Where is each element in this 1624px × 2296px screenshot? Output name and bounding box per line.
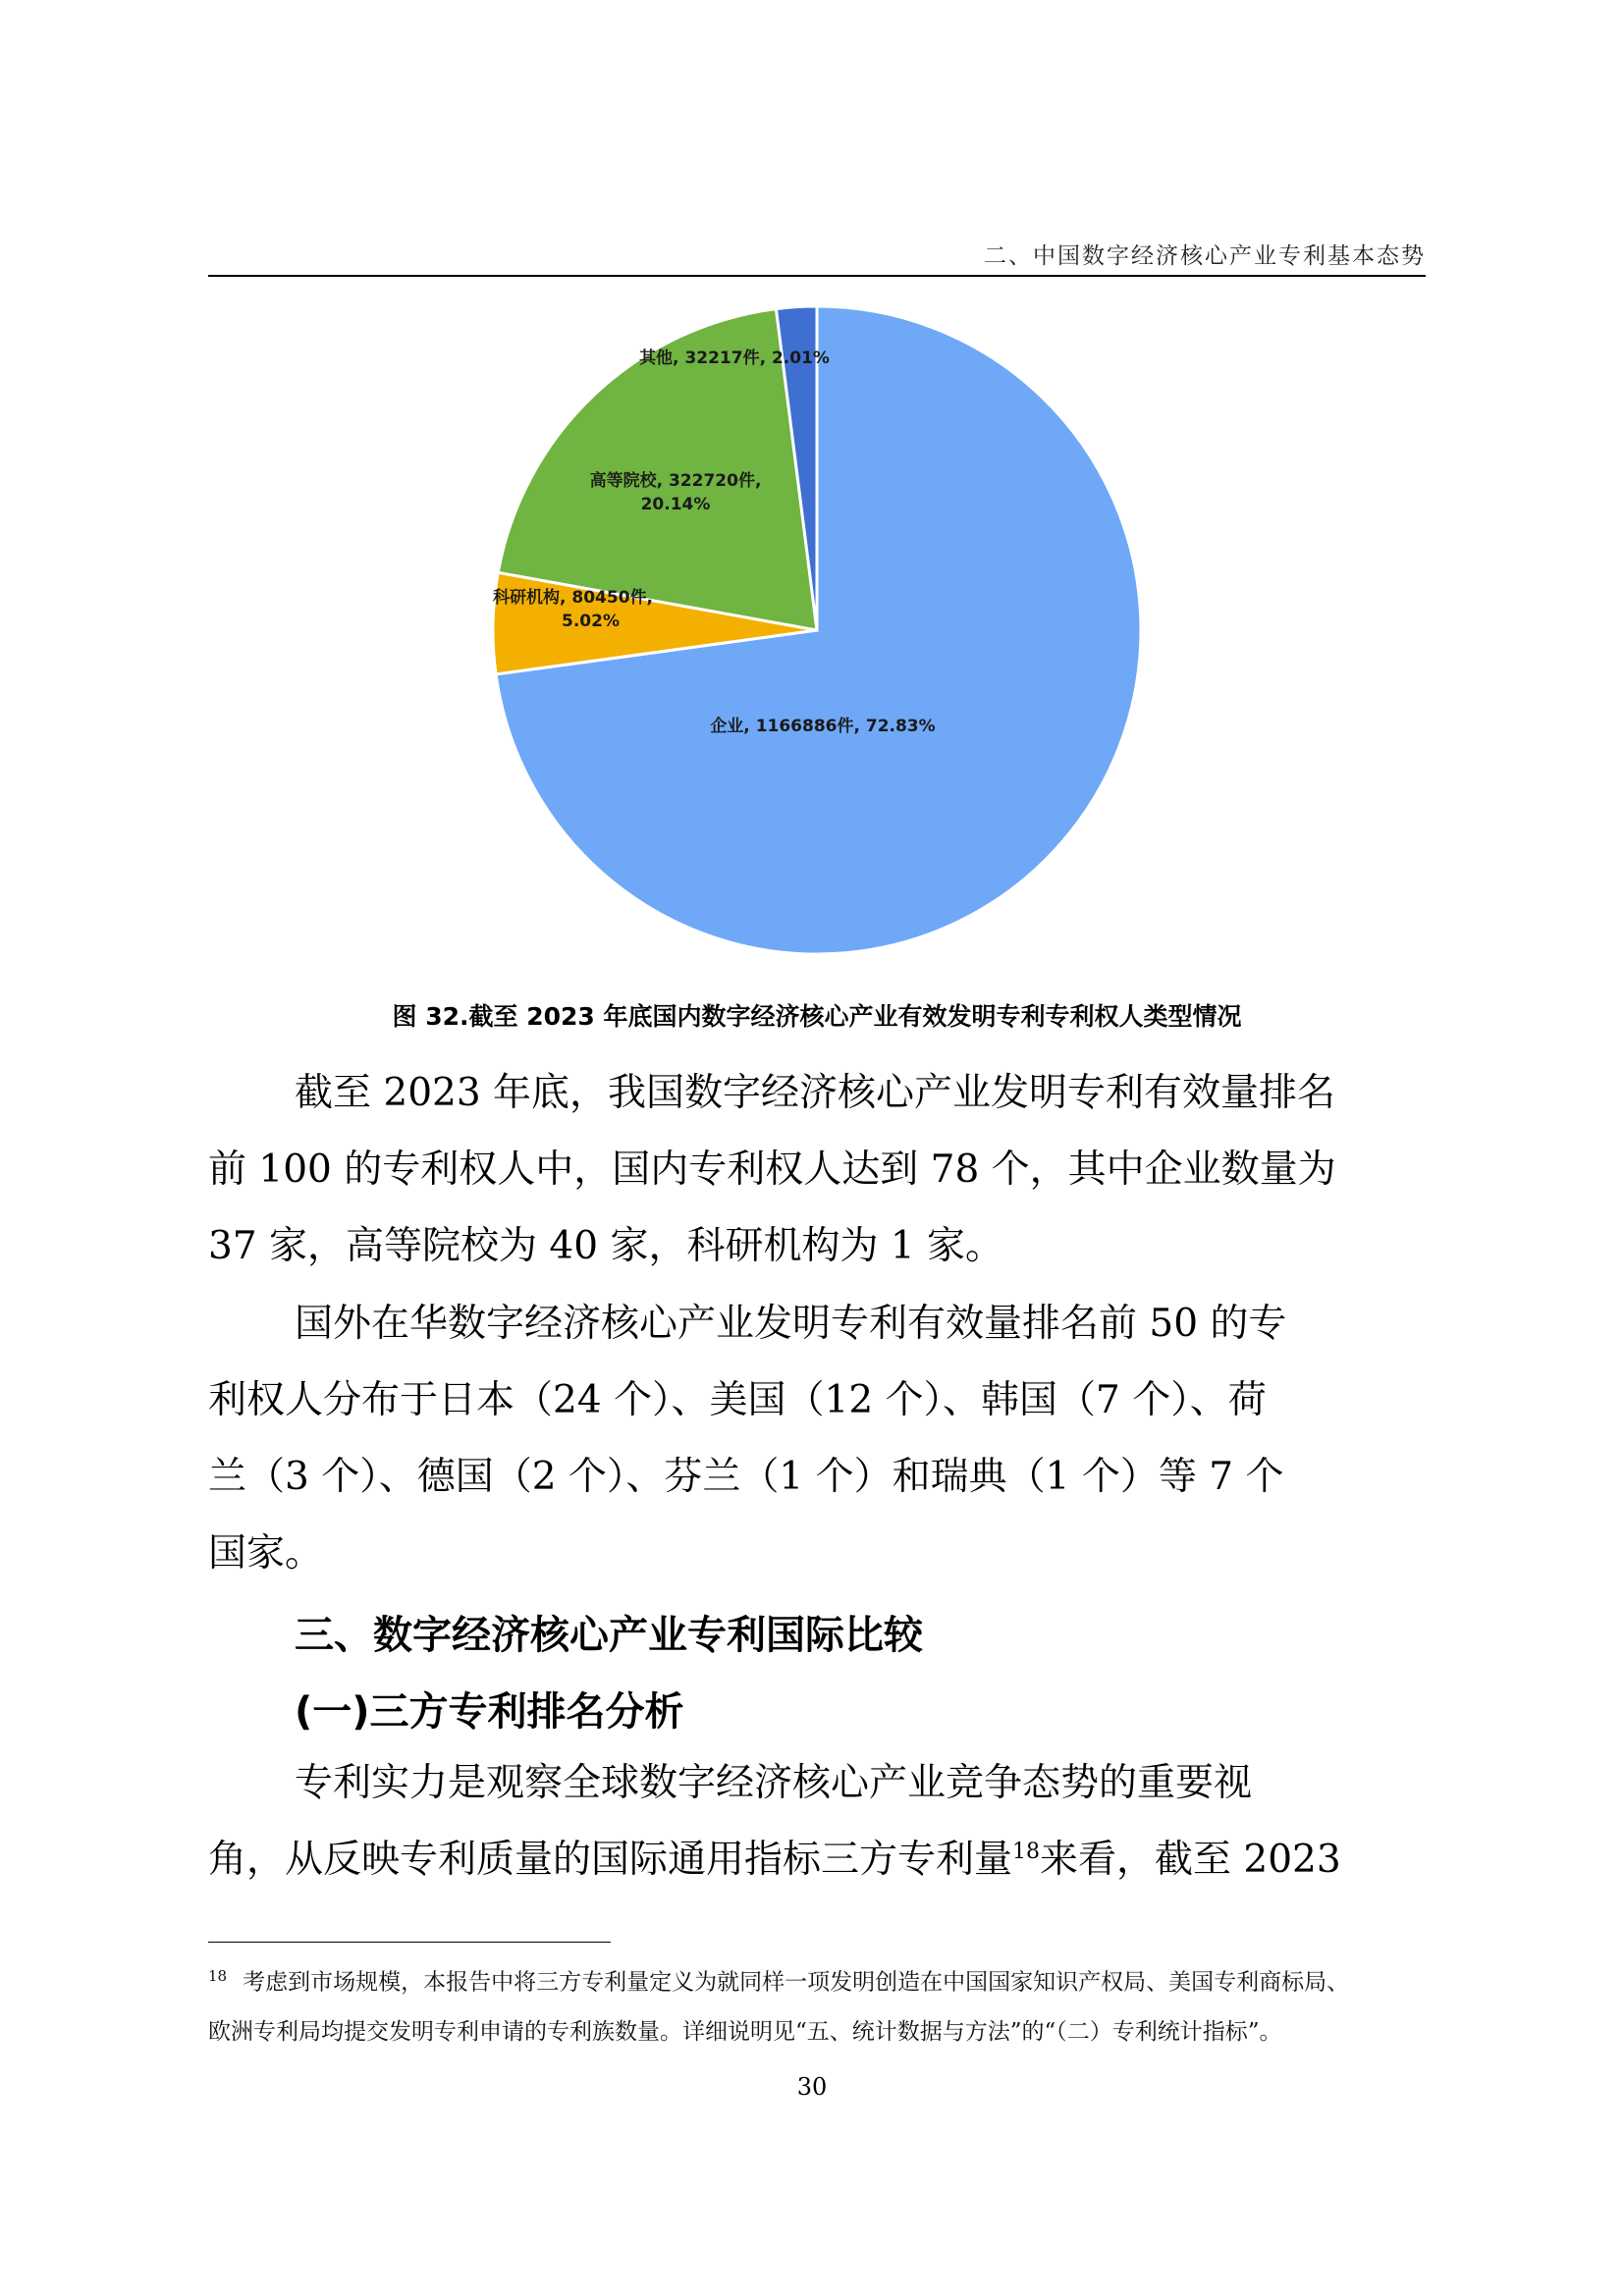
- pie-label-line: 高等院校, 322720件,: [589, 471, 762, 491]
- patent-holder-type-pie-chart: [489, 302, 1157, 970]
- footnote-line: [208, 1951, 1426, 2007]
- paragraph-line: 兰（3 个）、德国（2 个）、芬兰（1 个）和瑞典（1 个）等 7 个: [208, 1455, 1284, 1499]
- paragraph-line: 国家。: [208, 1531, 324, 1575]
- pie-label-line: 科研机构, 80450件,: [493, 588, 653, 608]
- footnote-rule: [208, 1942, 611, 1943]
- paragraph-line: 利权人分布于日本（24 个）、美国（12 个）、韩国（7 个）、荷: [208, 1378, 1267, 1422]
- paragraph-text: 来看，截至 2023: [1040, 1838, 1341, 1882]
- paragraph-line: 37 家，高等院校为 40 家，科研机构为 1 家。: [208, 1224, 1004, 1268]
- paragraph-domestic-holders: [208, 1055, 1426, 1285]
- header-rule: [208, 275, 1426, 277]
- footnote-line: 欧洲专利局均提交发明专利申请的专利族数量。详细说明见“五、统计数据与方法”的“（二）专利统计指标”。: [208, 2018, 1282, 2045]
- pie-label-line: 5.02%: [562, 612, 620, 631]
- paragraph-line: [208, 1822, 1426, 1898]
- pie-label-1: 企业, 1166886件, 72.83%: [710, 717, 936, 736]
- paragraph-line: 截至 2023 年底，我国数字经济核心产业发明专利有效量排名: [295, 1071, 1336, 1115]
- paragraph-line: 专利实力是观察全球数字经济核心产业竞争态势的重要视: [295, 1761, 1253, 1805]
- footnote-mark: 18: [208, 1967, 228, 1985]
- running-header: [208, 236, 1426, 275]
- pie-label-4: 其他, 32217件, 2.01%: [639, 348, 830, 368]
- paragraph-line: 国外在华数字经济核心产业发明专利有效量排名前 50 的专: [295, 1302, 1287, 1346]
- paragraph-triadic-patents: [208, 1745, 1426, 1898]
- paragraph-foreign-holders: [208, 1286, 1426, 1592]
- figure-caption-text: 截至 2023 年底国内数字经济核心产业有效发明专利专利权人类型情况: [468, 1002, 1242, 1031]
- header-title: 二、中国数字经济核心产业专利基本态势: [984, 243, 1426, 269]
- paragraph-line: 前 100 的专利权人中，国内专利权人达到 78 个，其中企业数量为: [208, 1148, 1336, 1192]
- page-number: 30: [796, 2073, 828, 2101]
- pie-label-line: 20.14%: [640, 495, 711, 514]
- figure-number: 图 32.: [392, 1002, 469, 1031]
- footnote: [208, 1951, 1426, 2056]
- subsection-heading: (一)三方专利排名分析: [295, 1689, 684, 1735]
- figure-caption: [208, 997, 1426, 1033]
- paragraph-text: 角，从反映专利质量的国际通用指标三方专利量: [208, 1838, 1013, 1882]
- footnote-text: 考虑到市场规模，本报告中将三方专利量定义为就同样一项发明创造在中国国家知识产权局、美国专利商标局、: [243, 1969, 1350, 1996]
- footnote-reference[interactable]: 18: [1012, 1840, 1041, 1864]
- section-heading: 三、数字经济核心产业专利国际比较: [295, 1613, 923, 1658]
